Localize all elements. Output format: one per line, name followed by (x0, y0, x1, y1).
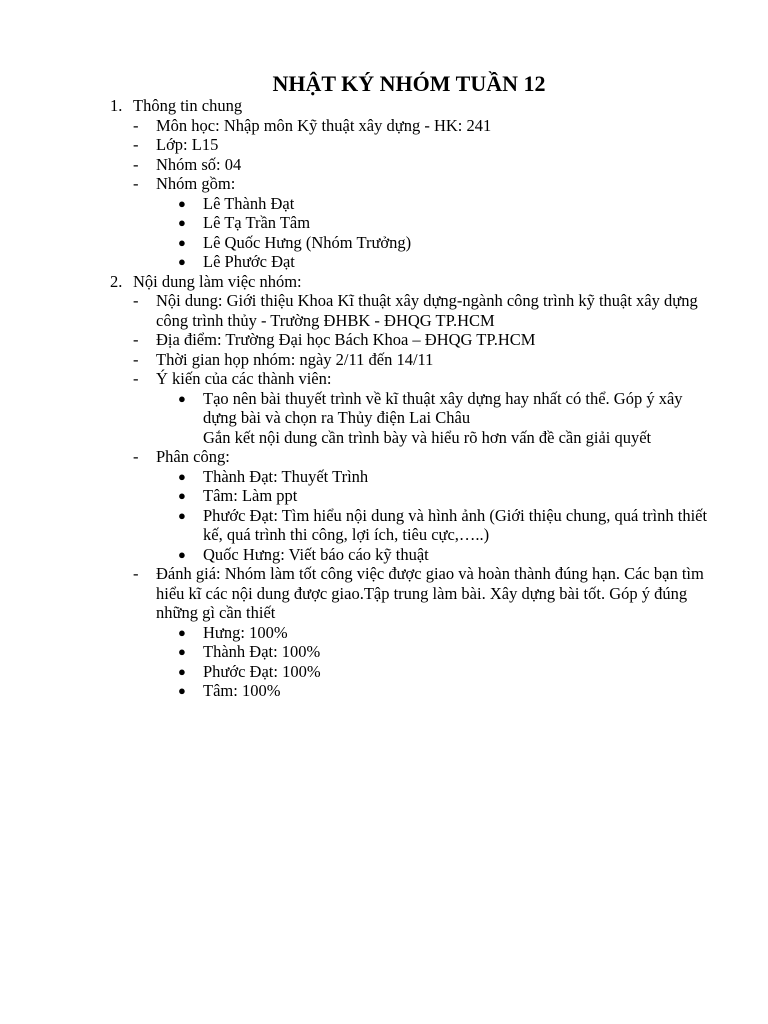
list-number: 1. (110, 96, 123, 115)
meeting-time: Thời gian họp nhóm: ngày 2/11 đến 14/11 (156, 349, 434, 369)
bullet-icon: ● (178, 507, 186, 523)
assignment-text: Thành Đạt: Thuyết Trình (203, 466, 369, 486)
opinion-text: Tạo nên bài thuyết trình về kĩ thuật xây dựng hay nhất có thể. Góp ý xây dựng bài và chọn ra Thủy điện Lai Châu (203, 388, 683, 427)
course-info: Môn học: Nhập môn Kỹ thuật xây dựng - HK: 241 (156, 115, 492, 135)
list-item (0, 350, 768, 370)
dash-marker: - (133, 291, 139, 310)
score-text: Tâm: 100% (203, 681, 281, 700)
list-item (0, 291, 768, 330)
list-item (0, 564, 768, 623)
bullet-icon: ● (178, 468, 186, 484)
list-item (0, 116, 768, 136)
section-title: Nội dung làm việc nhóm: (133, 271, 302, 291)
member-name: Lê Tạ Trần Tâm (203, 213, 311, 232)
bullet-icon: ● (178, 663, 186, 679)
dash-marker: - (133, 115, 139, 135)
group-number: Nhóm số: 04 (156, 154, 242, 174)
opinions-label: Ý kiến của các thành viên: (156, 369, 332, 388)
bullet-icon: ● (178, 254, 186, 269)
list-item (0, 194, 768, 214)
list-item (0, 135, 768, 155)
bullet-icon: ● (178, 624, 186, 640)
list-item (0, 681, 768, 701)
class-info: Lớp: L15 (156, 135, 219, 154)
members-label: Nhóm gồm: (156, 174, 236, 193)
bullet-icon: ● (178, 644, 186, 659)
dash-marker: - (133, 369, 139, 388)
section-title: Thông tin chung (133, 96, 243, 115)
list-item (0, 545, 768, 565)
dash-marker: - (133, 564, 139, 583)
list-item (0, 506, 768, 545)
bullet-icon: ● (178, 390, 186, 406)
list-item (0, 330, 768, 350)
section-heading (0, 272, 768, 292)
meeting-location: Địa điểm: Trường Đại học Bách Khoa – ĐHQG TP.HCM (156, 330, 536, 349)
list-item (0, 447, 768, 467)
list-item (0, 642, 768, 662)
list-item (0, 252, 768, 272)
list-item (0, 467, 768, 487)
list-item (0, 174, 768, 194)
bullet-icon: ● (178, 546, 186, 562)
assignment-text: Quốc Hưng: Viết báo cáo kỹ thuật (203, 544, 429, 564)
page-title: NHẬT KÝ NHÓM TUẦN 12 (272, 71, 546, 96)
assignment-label: Phân công: (156, 447, 230, 466)
dash-marker: - (133, 174, 139, 193)
bullet-icon: ● (178, 215, 186, 230)
score-text: Hưng: 100% (203, 622, 288, 642)
bullet-icon: ● (178, 195, 186, 211)
evaluation-text: Đánh giá: Nhóm làm tốt công việc được giao và hoàn thành đúng hạn. Các bạn tìm hiểu kĩ các nội dung được giao.Tập trung làm bài. Xây dựng bài tốt. Góp ý đúng những gì cần thiết (156, 564, 704, 622)
list-item (0, 369, 768, 389)
score-text: Thành Đạt: 100% (203, 642, 321, 661)
member-name: Lê Thành Đạt (203, 193, 295, 213)
list-item (0, 233, 768, 253)
member-name: Lê Quốc Hưng (Nhóm Trưởng) (203, 232, 412, 252)
section-heading (0, 96, 768, 116)
assignment-text: Phước Đạt: Tìm hiểu nội dung và hình ảnh (Giới thiệu chung, quá trình thiết kế, quá trình thi công, lợi ích, tiêu cực,…..) (203, 505, 708, 544)
list-item (0, 389, 768, 428)
list-item (0, 213, 768, 233)
list-item (0, 662, 768, 682)
list-item-continuation (0, 428, 768, 448)
score-text: Phước Đạt: 100% (203, 661, 321, 681)
list-item (0, 155, 768, 175)
list-number: 2. (110, 271, 123, 291)
bullet-icon: ● (178, 234, 186, 250)
document-body (0, 96, 768, 701)
opinion-text: Gắn kết nội dung cần trình bày và hiểu rõ hơn vấn đề cần giải quyết (203, 427, 652, 447)
dash-marker: - (133, 349, 139, 369)
bullet-icon: ● (178, 683, 186, 698)
assignment-text: Tâm: Làm ppt (203, 486, 298, 505)
dash-marker: - (133, 330, 139, 349)
member-name: Lê Phước Đạt (203, 252, 295, 271)
dash-marker: - (133, 135, 139, 154)
list-item (0, 486, 768, 506)
dash-marker: - (133, 447, 139, 466)
dash-marker: - (133, 154, 139, 174)
work-content: Nội dung: Giới thiệu Khoa Kĩ thuật xây dựng-ngành công trình kỹ thuật xây dựng công trình thủy - Trường ĐHBK - ĐHQG TP.HCM (156, 291, 698, 330)
bullet-icon: ● (178, 488, 186, 503)
list-item (0, 623, 768, 643)
